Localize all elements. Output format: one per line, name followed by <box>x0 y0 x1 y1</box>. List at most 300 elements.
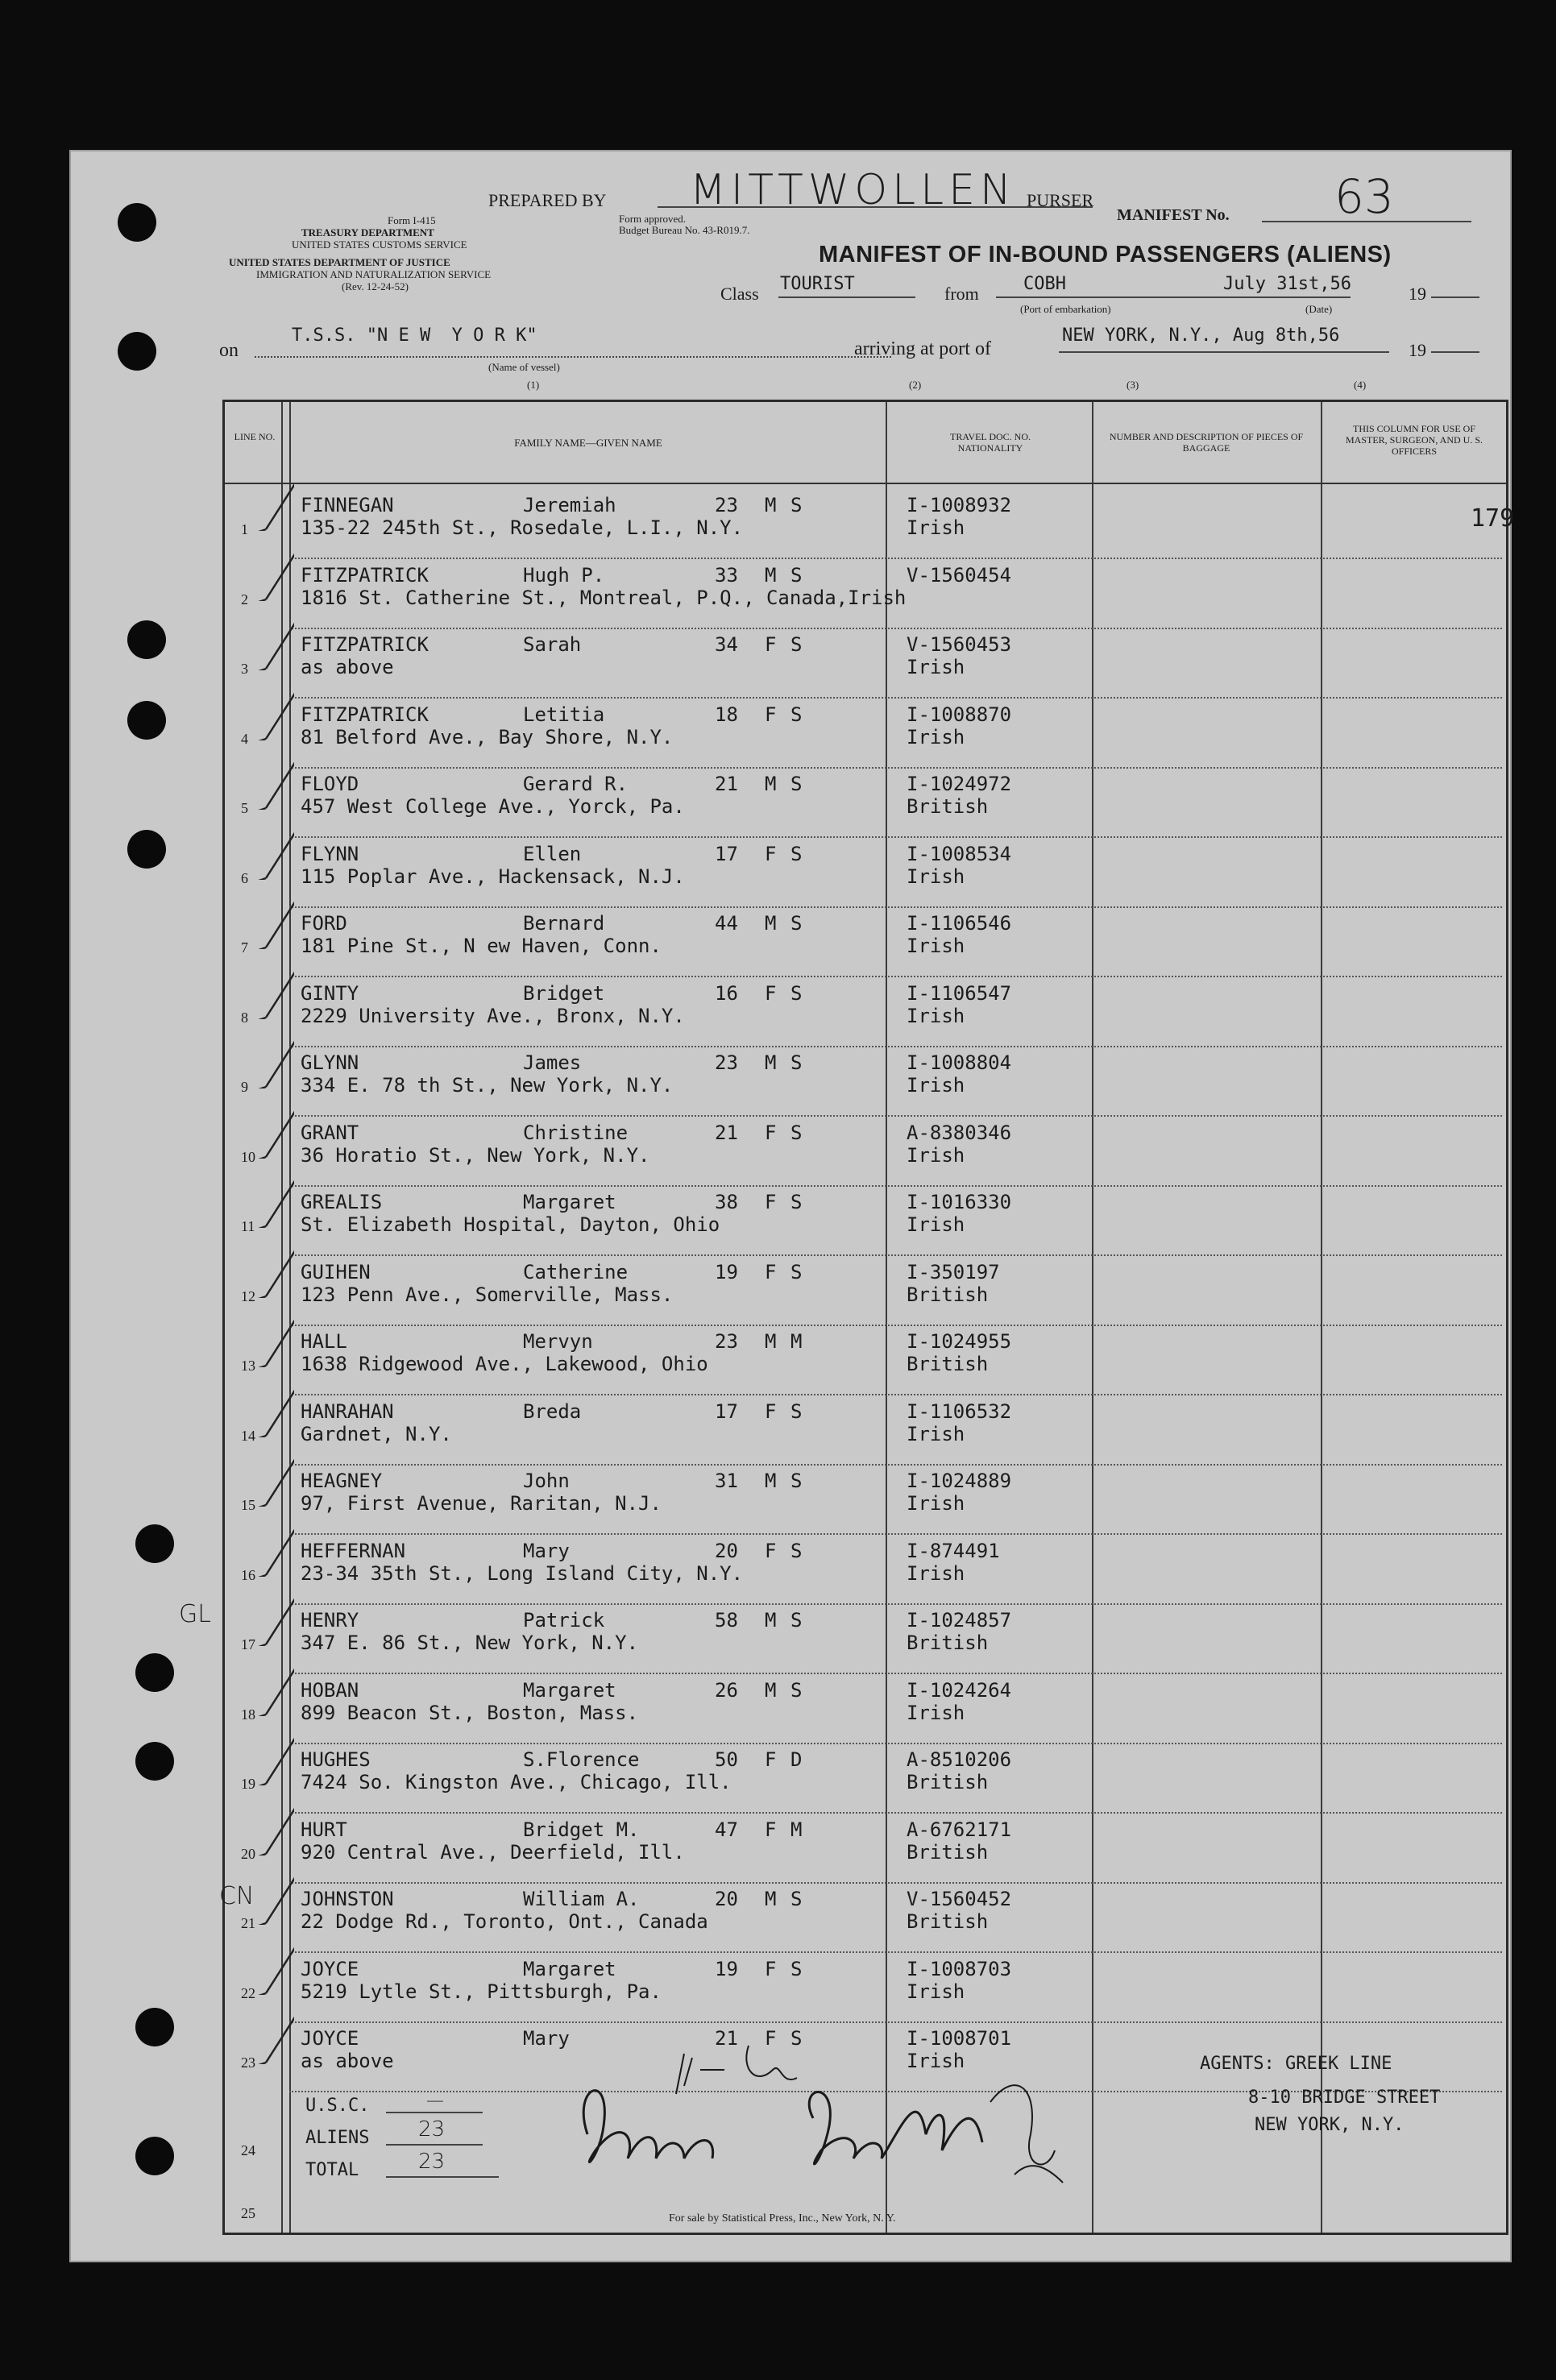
age: 20 <box>715 1540 738 1562</box>
line-number: 24 <box>241 2142 255 2158</box>
given-name: Mervyn <box>523 1330 593 1353</box>
age: 17 <box>715 843 738 865</box>
travel-doc-no: V-1560452 <box>907 1888 1012 1910</box>
nationality: Irish <box>907 1562 965 1585</box>
sex: F <box>765 1748 777 1771</box>
given-name: Margaret <box>523 1679 616 1702</box>
table-row <box>225 1744 1506 1814</box>
line-number: 6 <box>241 870 248 886</box>
marital-status: S <box>790 1191 803 1213</box>
date-underline <box>1222 296 1351 298</box>
manifest-no-label: MANIFEST No. <box>1117 206 1230 224</box>
travel-doc-no: A-8510206 <box>907 1748 1012 1771</box>
family-name: FITZPATRICK <box>301 633 429 656</box>
sex: M <box>765 1470 777 1492</box>
aliens-underline <box>386 2144 483 2146</box>
marital-status: S <box>790 494 803 516</box>
port-embarkation-caption: (Port of embarkation) <box>1020 303 1111 315</box>
age: 33 <box>715 564 738 587</box>
table-row <box>225 1535 1506 1605</box>
line-number: 5 <box>241 800 248 816</box>
travel-doc-no: A-6762171 <box>907 1818 1012 1841</box>
nationality: Irish <box>907 1213 965 1236</box>
line-number: 1 <box>241 521 248 537</box>
address: 22 Dodge Rd., Toronto, Ont., Canada <box>301 1910 708 1933</box>
check-mark <box>230 971 294 1019</box>
given-name: Mary <box>523 1540 570 1562</box>
family-name: HENRY <box>301 1609 359 1632</box>
line-number: 12 <box>241 1288 255 1304</box>
age: 58 <box>715 1609 738 1632</box>
from-underline <box>996 296 1222 298</box>
table-row <box>225 699 1506 769</box>
manifest-no-value: 63 <box>1334 169 1394 224</box>
travel-doc-no: I-1008703 <box>907 1958 1012 1980</box>
nationality: Irish <box>907 1074 965 1097</box>
check-mark <box>230 1040 294 1088</box>
table-row <box>225 628 1506 699</box>
check-mark <box>230 553 294 601</box>
family-name: JOHNSTON <box>301 1888 394 1910</box>
address: 23-34 35th St., Long Island City, N.Y. <box>301 1562 744 1585</box>
header-divider <box>225 483 1506 484</box>
family-name: FLOYD <box>301 773 359 795</box>
line-number: 9 <box>241 1079 248 1095</box>
binder-hole <box>127 620 166 659</box>
col-header-travel-doc: TRAVEL DOC. NO. NATIONALITY <box>949 431 1031 454</box>
travel-doc-no: V-1560453 <box>907 633 1012 656</box>
nationality: Irish <box>907 1702 965 1724</box>
family-name: GINTY <box>301 982 359 1005</box>
total-underline <box>386 2176 499 2178</box>
marital-status: S <box>790 1540 803 1562</box>
check-mark <box>230 831 294 880</box>
usc-label: U.S.C. <box>305 2096 370 2116</box>
form-revision: (Rev. 12-24-52) <box>342 280 409 292</box>
on-label: on <box>219 340 239 361</box>
sex: M <box>765 1679 777 1702</box>
marital-status: S <box>790 1400 803 1423</box>
nationality: Irish <box>907 2050 965 2072</box>
aliens-value: 23 <box>418 2117 446 2142</box>
sex: F <box>765 1191 777 1213</box>
family-name: HEFFERNAN <box>301 1540 406 1562</box>
vessel-underline <box>255 356 891 358</box>
agents-label: AGENTS: GREEK LINE <box>1200 2054 1392 2074</box>
col3-caption: (3) <box>1127 379 1139 391</box>
year-prefix: 19 <box>1409 284 1426 304</box>
address: Gardnet, N.Y. <box>301 1423 452 1445</box>
table-row <box>225 1604 1506 1674</box>
family-name: FINNEGAN <box>301 494 394 516</box>
travel-doc-no: V-1560454 <box>907 564 1012 587</box>
travel-doc-no: A-8380346 <box>907 1122 1012 1144</box>
address: 457 West College Ave., Yorck, Pa. <box>301 795 685 818</box>
family-name: GUIHEN <box>301 1261 371 1283</box>
address: 899 Beacon St., Boston, Mass. <box>301 1702 639 1724</box>
family-name: HUGHES <box>301 1748 371 1771</box>
marital-status: S <box>790 1958 803 1980</box>
travel-doc-no: I-1008932 <box>907 494 1012 516</box>
sex: F <box>765 2027 777 2050</box>
address: 115 Poplar Ave., Hackensack, N.J. <box>301 865 685 888</box>
col2-caption: (2) <box>909 379 922 391</box>
line-number: 21 <box>241 1915 255 1931</box>
address: St. Elizabeth Hospital, Dayton, Ohio <box>301 1213 720 1236</box>
sex: F <box>765 982 777 1005</box>
given-name: Breda <box>523 1400 582 1423</box>
marital-status: S <box>790 1261 803 1283</box>
age: 16 <box>715 982 738 1005</box>
address: 5219 Lytle St., Pittsburgh, Pa. <box>301 1980 662 2003</box>
age: 19 <box>715 1958 738 1980</box>
check-mark <box>230 1668 294 1716</box>
check-mark <box>230 692 294 740</box>
aliens-label: ALIENS <box>305 2128 370 2148</box>
family-name: HALL <box>301 1330 347 1353</box>
address: 920 Central Ave., Deerfield, Ill. <box>301 1841 685 1864</box>
address: as above <box>301 656 394 678</box>
line-number: 17 <box>241 1636 255 1652</box>
year-underline <box>1431 296 1479 298</box>
given-name: Hugh P. <box>523 564 605 587</box>
line-number: 4 <box>241 731 248 747</box>
prepared-by-value: MITTWOLLEN <box>690 166 1016 214</box>
given-name: Ellen <box>523 843 582 865</box>
marital-status: M <box>790 1818 803 1841</box>
table-row <box>225 768 1506 838</box>
customs-service: UNITED STATES CUSTOMS SERVICE <box>292 238 467 251</box>
binder-hole <box>127 830 166 869</box>
usc-underline <box>386 2112 483 2113</box>
arrival-year-prefix: 19 <box>1409 340 1426 360</box>
marital-status: S <box>790 773 803 795</box>
department-of-justice: UNITED STATES DEPARTMENT OF JUSTICE <box>229 256 450 268</box>
travel-doc-no: I-1008701 <box>907 2027 1012 2050</box>
travel-doc-no: I-1024264 <box>907 1679 1012 1702</box>
binder-hole <box>118 203 156 242</box>
address: 1816 St. Catherine St., Montreal, P.Q., Canada,Irish <box>301 587 907 609</box>
sex: M <box>765 773 777 795</box>
arrival-underline <box>1059 351 1389 353</box>
agents-city: NEW YORK, N.Y. <box>1255 2115 1405 2135</box>
table-row <box>225 977 1506 1047</box>
sex: M <box>765 494 777 516</box>
printer-footer: For sale by Statistical Press, Inc., New York, N. Y. <box>669 2212 896 2225</box>
given-name: Mary <box>523 2027 570 2050</box>
sex: F <box>765 1122 777 1144</box>
vessel-caption: (Name of vessel) <box>488 361 560 373</box>
travel-doc-no: I-350197 <box>907 1261 1000 1283</box>
table-row <box>225 559 1506 629</box>
given-name: Sarah <box>523 633 582 656</box>
date-value: July 31st,56 <box>1223 274 1351 294</box>
family-name: FITZPATRICK <box>301 564 429 587</box>
manifest-title: MANIFEST OF IN-BOUND PASSENGERS (ALIENS) <box>819 242 1392 267</box>
marital-status: D <box>790 1748 803 1771</box>
marital-status: M <box>790 1330 803 1353</box>
line-number: 11 <box>241 1218 255 1234</box>
table-row <box>225 1047 1506 1117</box>
address: 81 Belford Ave., Bay Shore, N.Y. <box>301 726 674 748</box>
given-name: Letitia <box>523 703 605 726</box>
manifest-no-underline <box>1262 221 1471 222</box>
col-header-line-no: LINE NO. <box>234 431 276 442</box>
line-number: 8 <box>241 1010 248 1026</box>
sex: M <box>765 1051 777 1074</box>
table-row <box>225 838 1506 908</box>
marital-status: S <box>790 1609 803 1632</box>
travel-doc-no: I-1024857 <box>907 1609 1012 1632</box>
given-name: S.Florence <box>523 1748 640 1771</box>
margin-mark-gl: GL <box>179 1600 211 1628</box>
travel-doc-no: I-1008534 <box>907 843 1012 865</box>
class-label: Class <box>720 284 759 304</box>
line-number: 20 <box>241 1846 255 1862</box>
nationality: Irish <box>907 1005 965 1027</box>
nationality: British <box>907 795 989 818</box>
address: as above <box>301 2050 394 2072</box>
address: 135-22 245th St., Rosedale, L.I., N.Y. <box>301 516 744 539</box>
nationality: Irish <box>907 865 965 888</box>
date-caption: (Date) <box>1305 303 1333 315</box>
treasury-department: TREASURY DEPARTMENT <box>301 226 434 238</box>
sex: F <box>765 633 777 656</box>
line-number: 16 <box>241 1567 255 1583</box>
age: 50 <box>715 1748 738 1771</box>
sex: M <box>765 1609 777 1632</box>
table-row <box>225 1465 1506 1535</box>
marital-status: S <box>790 2027 803 2050</box>
budget-bureau: Budget Bureau No. 43-R019.7. <box>619 224 750 236</box>
age: 17 <box>715 1400 738 1423</box>
col1-caption: (1) <box>527 379 540 391</box>
address: 334 E. 78 th St., New York, N.Y. <box>301 1074 674 1097</box>
given-name: Margaret <box>523 1191 616 1213</box>
binder-hole <box>135 1524 174 1563</box>
check-mark <box>230 2016 294 2064</box>
nationality: British <box>907 1910 989 1933</box>
nationality: British <box>907 1841 989 1864</box>
sex: F <box>765 843 777 865</box>
given-name: Catherine <box>523 1261 629 1283</box>
table-row <box>225 1674 1506 1744</box>
address: 123 Penn Ave., Somerville, Mass. <box>301 1283 674 1306</box>
marital-status: S <box>790 1051 803 1074</box>
sex: F <box>765 1818 777 1841</box>
sex: F <box>765 1261 777 1283</box>
line-number: 23 <box>241 2055 255 2071</box>
family-name: GREALIS <box>301 1191 383 1213</box>
line-number: 2 <box>241 591 248 607</box>
age: 20 <box>715 1888 738 1910</box>
family-name: FITZPATRICK <box>301 703 429 726</box>
margin-mark-cn: CN <box>219 1882 255 1910</box>
nationality: Irish <box>907 1144 965 1167</box>
age: 44 <box>715 912 738 935</box>
marital-status: S <box>790 633 803 656</box>
given-name: Patrick <box>523 1609 605 1632</box>
table-row <box>225 907 1506 977</box>
binder-hole <box>135 1653 174 1692</box>
travel-doc-no: I-1024955 <box>907 1330 1012 1353</box>
marital-status: S <box>790 912 803 935</box>
usc-value: — <box>426 2091 444 2111</box>
sex: F <box>765 703 777 726</box>
class-value: TOURIST <box>780 274 855 294</box>
address: 7424 So. Kingston Ave., Chicago, Ill. <box>301 1771 732 1793</box>
col-header-name: FAMILY NAME—GIVEN NAME <box>514 437 662 449</box>
travel-doc-no: I-1016330 <box>907 1191 1012 1213</box>
class-underline <box>778 296 915 298</box>
nationality: Irish <box>907 1492 965 1515</box>
check-mark <box>230 1389 294 1437</box>
age: 23 <box>715 1330 738 1353</box>
table-row <box>225 1814 1506 1884</box>
marital-status: S <box>790 564 803 587</box>
agents-street: 8-10 BRIDGE STREET <box>1248 2088 1441 2108</box>
age: 23 <box>715 1051 738 1074</box>
form-number: Form I-415 <box>388 214 436 226</box>
check-mark <box>230 622 294 670</box>
check-mark <box>230 1319 294 1367</box>
col4-caption: (4) <box>1354 379 1367 391</box>
nationality: British <box>907 1632 989 1654</box>
arriving-label: arriving at port of <box>854 338 991 359</box>
age: 23 <box>715 494 738 516</box>
table-row <box>225 1325 1506 1395</box>
from-label: from <box>944 284 979 304</box>
travel-doc-no: I-874491 <box>907 1540 1000 1562</box>
address: 347 E. 86 St., New York, N.Y. <box>301 1632 639 1654</box>
address: 2229 University Ave., Bronx, N.Y. <box>301 1005 685 1027</box>
given-name: John <box>523 1470 570 1492</box>
marital-status: S <box>790 1679 803 1702</box>
nationality: Irish <box>907 1423 965 1445</box>
given-name: Gerard R. <box>523 773 629 795</box>
table-row <box>225 1117 1506 1187</box>
given-name: William A. <box>523 1888 640 1910</box>
travel-doc-no: I-1106547 <box>907 982 1012 1005</box>
given-name: James <box>523 1051 582 1074</box>
check-mark <box>230 761 294 810</box>
prepared-by-label: PREPARED BY <box>488 190 607 210</box>
given-name: Jeremiah <box>523 494 616 516</box>
line-number: 3 <box>241 661 248 677</box>
travel-doc-no: I-1106546 <box>907 912 1012 935</box>
table-row <box>225 1256 1506 1326</box>
nationality: British <box>907 1283 989 1306</box>
sex: M <box>765 1330 777 1353</box>
line-number: 15 <box>241 1497 255 1513</box>
family-name: JOYCE <box>301 1958 359 1980</box>
age: 34 <box>715 633 738 656</box>
family-name: HOBAN <box>301 1679 359 1702</box>
binder-hole <box>135 1742 174 1781</box>
marital-status: S <box>790 1470 803 1492</box>
table-row <box>225 1395 1506 1466</box>
vessel-value: T.S.S. "N E W Y O R K" <box>292 325 537 346</box>
line-number: 22 <box>241 1985 255 2001</box>
sex: F <box>765 1400 777 1423</box>
from-value: COBH <box>1023 274 1066 294</box>
arrival-value: NEW YORK, N.Y., Aug 8th,56 <box>1062 325 1340 346</box>
sex: M <box>765 912 777 935</box>
check-mark <box>230 1458 294 1507</box>
family-name: FLYNN <box>301 843 359 865</box>
given-name: Bernard <box>523 912 605 935</box>
travel-doc-no: I-1024972 <box>907 773 1012 795</box>
binder-hole <box>135 2008 174 2046</box>
manifest-sheet <box>69 150 1515 2262</box>
marital-status: S <box>790 1888 803 1910</box>
nationality: British <box>907 1771 989 1793</box>
arrival-year-underline <box>1431 351 1479 353</box>
line-number: 18 <box>241 1706 255 1723</box>
marital-status: S <box>790 982 803 1005</box>
family-name: HANRAHAN <box>301 1400 394 1423</box>
nationality: Irish <box>907 656 965 678</box>
check-mark <box>230 1110 294 1159</box>
age: 19 <box>715 1261 738 1283</box>
check-mark <box>230 1180 294 1228</box>
family-name: FORD <box>301 912 347 935</box>
age: 31 <box>715 1470 738 1492</box>
passenger-table <box>222 400 1515 2235</box>
line-number: 13 <box>241 1358 255 1374</box>
family-name: GRANT <box>301 1122 359 1144</box>
sex: F <box>765 1540 777 1562</box>
family-name: JOYCE <box>301 2027 359 2050</box>
given-name: Bridget <box>523 982 605 1005</box>
check-mark <box>230 1807 294 1855</box>
check-mark <box>230 1737 294 1785</box>
check-mark <box>230 483 294 531</box>
binder-hole <box>118 332 156 371</box>
nationality: Irish <box>907 935 965 957</box>
marital-status: S <box>790 703 803 726</box>
given-name: Margaret <box>523 1958 616 1980</box>
table-row <box>225 1186 1506 1256</box>
nationality: Irish <box>907 726 965 748</box>
col-header-officers: THIS COLUMN FOR USE OF MASTER, SURGEON, AND U. S. OFFICERS <box>1345 423 1483 457</box>
travel-doc-no: I-1008804 <box>907 1051 1012 1074</box>
sex: M <box>765 564 777 587</box>
immigration-service: IMMIGRATION AND NATURALIZATION SERVICE <box>256 268 492 280</box>
family-name: HURT <box>301 1818 347 1841</box>
check-mark <box>230 901 294 949</box>
address: 97, First Avenue, Raritan, N.J. <box>301 1492 662 1515</box>
nationality: Irish <box>907 516 965 539</box>
address: 181 Pine St., N ew Haven, Conn. <box>301 935 662 957</box>
age: 47 <box>715 1818 738 1841</box>
age: 38 <box>715 1191 738 1213</box>
check-mark <box>230 1250 294 1298</box>
address: 1638 Ridgewood Ave., Lakewood, Ohio <box>301 1353 708 1375</box>
age: 21 <box>715 773 738 795</box>
total-value: 23 <box>418 2150 446 2174</box>
given-name: Christine <box>523 1122 629 1144</box>
age: 18 <box>715 703 738 726</box>
binder-hole <box>135 2137 174 2175</box>
travel-doc-no: I-1106532 <box>907 1400 1012 1423</box>
col-header-baggage: NUMBER AND DESCRIPTION OF PIECES OF BAGGAGE <box>1109 431 1304 454</box>
age: 21 <box>715 2027 738 2050</box>
line-number: 7 <box>241 939 248 956</box>
family-name: HEAGNEY <box>301 1470 383 1492</box>
line-number: 10 <box>241 1149 255 1165</box>
travel-doc-no: I-1008870 <box>907 703 1012 726</box>
